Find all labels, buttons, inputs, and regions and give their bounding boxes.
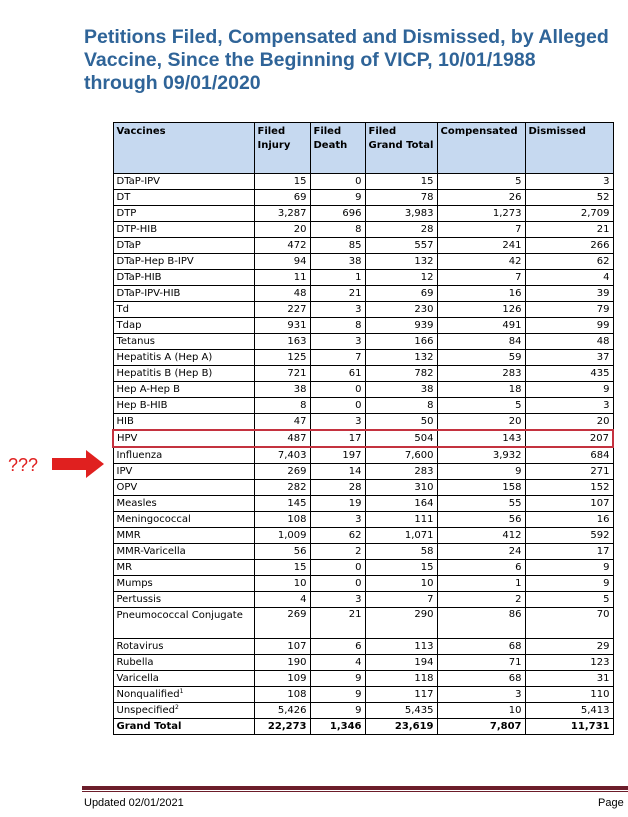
cell-dismissed: 37: [525, 350, 613, 366]
cell-filed-injury: 10: [254, 576, 310, 592]
cell-filed-injury: 8: [254, 398, 310, 414]
cell-compensated: 491: [437, 318, 525, 334]
column-header-dismissed: Dismissed: [525, 123, 613, 174]
cell-filed-death: 62: [310, 528, 365, 544]
cell-compensated: 1: [437, 576, 525, 592]
cell-dismissed: 39: [525, 286, 613, 302]
footnote-marker: 1: [179, 687, 184, 695]
cell-filed-death: 7: [310, 350, 365, 366]
cell-vaccines: IPV: [113, 464, 254, 480]
cell-compensated: 71: [437, 655, 525, 671]
cell-filed-grand-total: 111: [365, 512, 437, 528]
table-row: [113, 286, 613, 302]
cell-vaccines: Varicella: [113, 671, 254, 687]
cell-dismissed: 207: [525, 430, 613, 447]
table-row: [113, 576, 613, 592]
cell-filed-death: 0: [310, 560, 365, 576]
cell-compensated: 26: [437, 190, 525, 206]
cell-filed-injury: 48: [254, 286, 310, 302]
cell-filed-death: 2: [310, 544, 365, 560]
cell-filed-grand-total: 7,600: [365, 447, 437, 464]
cell-vaccines: DTaP-Hep B-IPV: [113, 254, 254, 270]
table-row: [113, 206, 613, 222]
cell-filed-grand-total: 782: [365, 366, 437, 382]
cell-vaccines: Td: [113, 302, 254, 318]
table-row: [113, 414, 613, 431]
cell-vaccines: DTP-HIB: [113, 222, 254, 238]
table-row: [113, 254, 613, 270]
cell-dismissed: 11,731: [525, 719, 613, 735]
cell-filed-death: 21: [310, 286, 365, 302]
annotation-question-marks: ???: [8, 455, 39, 475]
cell-filed-grand-total: 7: [365, 592, 437, 608]
cell-compensated: 9: [437, 464, 525, 480]
cell-vaccines: Meningococcal: [113, 512, 254, 528]
cell-filed-injury: 107: [254, 639, 310, 655]
cell-dismissed: 3: [525, 398, 613, 414]
cell-vaccines: Measles: [113, 496, 254, 512]
cell-vaccines: Rotavirus: [113, 639, 254, 655]
cell-filed-death: 3: [310, 302, 365, 318]
cell-compensated: 283: [437, 366, 525, 382]
cell-filed-grand-total: 78: [365, 190, 437, 206]
cell-dismissed: 31: [525, 671, 613, 687]
cell-filed-death: 0: [310, 382, 365, 398]
cell-filed-injury: 3,287: [254, 206, 310, 222]
cell-vaccines: DTaP-IPV: [113, 174, 254, 190]
table-row: [113, 190, 613, 206]
table-row: [113, 382, 613, 398]
cell-dismissed: 435: [525, 366, 613, 382]
cell-filed-injury: 20: [254, 222, 310, 238]
table-row: [113, 512, 613, 528]
red-arrow-icon: [52, 450, 104, 478]
cell-vaccines: DT: [113, 190, 254, 206]
cell-filed-death: 3: [310, 592, 365, 608]
cell-dismissed: 110: [525, 687, 613, 703]
cell-dismissed: 107: [525, 496, 613, 512]
cell-filed-injury: 108: [254, 687, 310, 703]
table-row: [113, 639, 613, 655]
cell-dismissed: 3: [525, 174, 613, 190]
cell-dismissed: 9: [525, 576, 613, 592]
page-title: Petitions Filed, Compensated and Dismissed, by Alleged Vaccine, Since the Beginning of VICP, 10/01/1988 through 09/01/2020: [84, 26, 609, 94]
cell-vaccines: HPV: [113, 430, 254, 447]
cell-filed-death: 21: [310, 608, 365, 639]
vaccine-name: Nonqualified: [116, 688, 180, 700]
cell-vaccines: Mumps: [113, 576, 254, 592]
cell-compensated: 143: [437, 430, 525, 447]
cell-compensated: 18: [437, 382, 525, 398]
cell-vaccines: MMR-Varicella: [113, 544, 254, 560]
column-header-compensated: Compensated: [437, 123, 525, 174]
cell-filed-injury: 69: [254, 190, 310, 206]
cell-compensated: 55: [437, 496, 525, 512]
cell-filed-injury: 125: [254, 350, 310, 366]
cell-filed-grand-total: 118: [365, 671, 437, 687]
cell-filed-death: 3: [310, 512, 365, 528]
cell-filed-injury: 38: [254, 382, 310, 398]
cell-compensated: 68: [437, 639, 525, 655]
cell-filed-grand-total: 230: [365, 302, 437, 318]
cell-dismissed: 79: [525, 302, 613, 318]
table-row: [113, 703, 613, 719]
cell-filed-grand-total: 3,983: [365, 206, 437, 222]
cell-filed-injury: 1,009: [254, 528, 310, 544]
table-row: [113, 318, 613, 334]
cell-compensated: 158: [437, 480, 525, 496]
cell-filed-grand-total: 38: [365, 382, 437, 398]
vaccine-name: Unspecified: [116, 704, 175, 716]
cell-filed-injury: 94: [254, 254, 310, 270]
table-row: [113, 302, 613, 318]
cell-dismissed: 21: [525, 222, 613, 238]
cell-vaccines: [113, 703, 254, 719]
cell-dismissed: 123: [525, 655, 613, 671]
cell-dismissed: 271: [525, 464, 613, 480]
cell-dismissed: 5: [525, 592, 613, 608]
cell-compensated: 412: [437, 528, 525, 544]
cell-filed-injury: 47: [254, 414, 310, 431]
vicp-table-container: [112, 122, 614, 735]
cell-compensated: 3: [437, 687, 525, 703]
cell-filed-death: 28: [310, 480, 365, 496]
cell-filed-injury: 4: [254, 592, 310, 608]
cell-compensated: 7: [437, 270, 525, 286]
cell-filed-grand-total: 166: [365, 334, 437, 350]
cell-filed-grand-total: 283: [365, 464, 437, 480]
cell-filed-injury: 56: [254, 544, 310, 560]
table-row: [113, 655, 613, 671]
cell-dismissed: 5,413: [525, 703, 613, 719]
cell-filed-injury: 5,426: [254, 703, 310, 719]
cell-dismissed: 17: [525, 544, 613, 560]
table-row: [113, 430, 613, 447]
footer-page-label: Page: [598, 797, 624, 809]
cell-filed-death: 17: [310, 430, 365, 447]
cell-vaccines: DTaP-IPV-HIB: [113, 286, 254, 302]
cell-vaccines: HIB: [113, 414, 254, 431]
cell-filed-injury: 487: [254, 430, 310, 447]
cell-compensated: 10: [437, 703, 525, 719]
cell-filed-grand-total: 939: [365, 318, 437, 334]
cell-filed-grand-total: 504: [365, 430, 437, 447]
table-row: [113, 496, 613, 512]
table-row: [113, 671, 613, 687]
cell-filed-injury: 931: [254, 318, 310, 334]
cell-filed-grand-total: 113: [365, 639, 437, 655]
cell-filed-death: 197: [310, 447, 365, 464]
cell-filed-death: 6: [310, 639, 365, 655]
cell-filed-grand-total: 557: [365, 238, 437, 254]
cell-filed-death: 0: [310, 174, 365, 190]
cell-dismissed: 99: [525, 318, 613, 334]
table-row: [113, 222, 613, 238]
cell-filed-death: 3: [310, 414, 365, 431]
cell-vaccines: Influenza: [113, 447, 254, 464]
table-row: [113, 398, 613, 414]
cell-compensated: 84: [437, 334, 525, 350]
cell-filed-injury: 190: [254, 655, 310, 671]
cell-dismissed: 684: [525, 447, 613, 464]
table-row: [113, 334, 613, 350]
cell-dismissed: 16: [525, 512, 613, 528]
cell-compensated: 126: [437, 302, 525, 318]
cell-filed-death: 9: [310, 703, 365, 719]
cell-vaccines: Pneumococcal Conjugate: [113, 608, 254, 639]
cell-vaccines: Hep B-HIB: [113, 398, 254, 414]
cell-filed-grand-total: 164: [365, 496, 437, 512]
cell-vaccines: OPV: [113, 480, 254, 496]
cell-compensated: 68: [437, 671, 525, 687]
table-row: [113, 270, 613, 286]
cell-vaccines: Rubella: [113, 655, 254, 671]
cell-compensated: 59: [437, 350, 525, 366]
cell-filed-death: 8: [310, 318, 365, 334]
cell-compensated: 24: [437, 544, 525, 560]
cell-vaccines: MR: [113, 560, 254, 576]
column-header-vaccines: Vaccines: [113, 123, 254, 174]
cell-filed-grand-total: 69: [365, 286, 437, 302]
cell-filed-injury: 472: [254, 238, 310, 254]
cell-filed-death: 0: [310, 576, 365, 592]
footer-rule-thin: [82, 791, 628, 792]
cell-filed-grand-total: 50: [365, 414, 437, 431]
cell-dismissed: 4: [525, 270, 613, 286]
cell-filed-injury: 269: [254, 608, 310, 639]
cell-filed-injury: 108: [254, 512, 310, 528]
table-row: [113, 544, 613, 560]
cell-filed-grand-total: 12: [365, 270, 437, 286]
column-header-filed-death: Filed Death: [310, 123, 365, 174]
cell-dismissed: 20: [525, 414, 613, 431]
footer-updated-date: Updated 02/01/2021: [84, 797, 184, 809]
cell-dismissed: 266: [525, 238, 613, 254]
cell-filed-injury: 145: [254, 496, 310, 512]
cell-compensated: 241: [437, 238, 525, 254]
table-header-row: [113, 123, 613, 174]
cell-filed-grand-total: 28: [365, 222, 437, 238]
table-row: [113, 238, 613, 254]
table-row: [113, 174, 613, 190]
cell-filed-injury: 721: [254, 366, 310, 382]
table-row: [113, 366, 613, 382]
cell-vaccines: Hepatitis A (Hep A): [113, 350, 254, 366]
cell-filed-death: 4: [310, 655, 365, 671]
cell-filed-injury: 15: [254, 174, 310, 190]
cell-vaccines: DTaP-HIB: [113, 270, 254, 286]
cell-filed-death: 9: [310, 671, 365, 687]
cell-filed-injury: 163: [254, 334, 310, 350]
vicp-petitions-table: [112, 122, 614, 735]
cell-vaccines: DTP: [113, 206, 254, 222]
cell-compensated: 16: [437, 286, 525, 302]
cell-vaccines: [113, 687, 254, 703]
table-row: [113, 687, 613, 703]
column-header-filed-injury: Filed Injury: [254, 123, 310, 174]
cell-filed-death: 9: [310, 190, 365, 206]
cell-filed-grand-total: 290: [365, 608, 437, 639]
cell-dismissed: 29: [525, 639, 613, 655]
cell-filed-death: 1: [310, 270, 365, 286]
table-row: [113, 480, 613, 496]
cell-compensated: 20: [437, 414, 525, 431]
footnote-marker: 2: [174, 703, 179, 711]
cell-filed-injury: 282: [254, 480, 310, 496]
table-body: [113, 174, 613, 735]
cell-filed-grand-total: 15: [365, 560, 437, 576]
table-row: [113, 528, 613, 544]
cell-compensated: 42: [437, 254, 525, 270]
cell-filed-death: 696: [310, 206, 365, 222]
cell-filed-death: 85: [310, 238, 365, 254]
cell-filed-death: 8: [310, 222, 365, 238]
cell-filed-death: 38: [310, 254, 365, 270]
table-row: [113, 608, 613, 639]
footer-rule: [82, 786, 628, 790]
cell-filed-injury: 7,403: [254, 447, 310, 464]
table-row: [113, 447, 613, 464]
table-row: [113, 464, 613, 480]
cell-vaccines: MMR: [113, 528, 254, 544]
cell-filed-grand-total: 132: [365, 254, 437, 270]
cell-vaccines: DTaP: [113, 238, 254, 254]
cell-filed-grand-total: 58: [365, 544, 437, 560]
cell-vaccines: Pertussis: [113, 592, 254, 608]
cell-filed-grand-total: 10: [365, 576, 437, 592]
cell-filed-death: 61: [310, 366, 365, 382]
grand-total-row: [113, 719, 613, 735]
cell-filed-grand-total: 1,071: [365, 528, 437, 544]
cell-compensated: 1,273: [437, 206, 525, 222]
cell-filed-grand-total: 23,619: [365, 719, 437, 735]
cell-compensated: 5: [437, 174, 525, 190]
column-header-filed-grand-total: Filed Grand Total: [365, 123, 437, 174]
cell-filed-injury: 11: [254, 270, 310, 286]
cell-filed-death: 3: [310, 334, 365, 350]
cell-filed-injury: 22,273: [254, 719, 310, 735]
cell-filed-death: 1,346: [310, 719, 365, 735]
cell-filed-injury: 109: [254, 671, 310, 687]
cell-filed-injury: 227: [254, 302, 310, 318]
cell-compensated: 86: [437, 608, 525, 639]
cell-compensated: 7,807: [437, 719, 525, 735]
cell-dismissed: 9: [525, 382, 613, 398]
cell-filed-death: 19: [310, 496, 365, 512]
cell-dismissed: 592: [525, 528, 613, 544]
cell-filed-grand-total: 310: [365, 480, 437, 496]
cell-dismissed: 70: [525, 608, 613, 639]
cell-filed-grand-total: 194: [365, 655, 437, 671]
table-row: [113, 560, 613, 576]
cell-compensated: 5: [437, 398, 525, 414]
table-row: [113, 350, 613, 366]
cell-dismissed: 152: [525, 480, 613, 496]
cell-compensated: 56: [437, 512, 525, 528]
cell-dismissed: 9: [525, 560, 613, 576]
cell-compensated: 6: [437, 560, 525, 576]
cell-filed-grand-total: 132: [365, 350, 437, 366]
cell-filed-death: 0: [310, 398, 365, 414]
cell-filed-death: 14: [310, 464, 365, 480]
cell-filed-death: 9: [310, 687, 365, 703]
cell-dismissed: 52: [525, 190, 613, 206]
cell-vaccines: Tetanus: [113, 334, 254, 350]
cell-filed-grand-total: 5,435: [365, 703, 437, 719]
cell-filed-injury: 15: [254, 560, 310, 576]
table-row: [113, 592, 613, 608]
cell-compensated: 3,932: [437, 447, 525, 464]
cell-vaccines: Grand Total: [113, 719, 254, 735]
cell-compensated: 7: [437, 222, 525, 238]
cell-compensated: 2: [437, 592, 525, 608]
cell-filed-grand-total: 8: [365, 398, 437, 414]
cell-dismissed: 2,709: [525, 206, 613, 222]
cell-dismissed: 48: [525, 334, 613, 350]
cell-dismissed: 62: [525, 254, 613, 270]
cell-vaccines: Hepatitis B (Hep B): [113, 366, 254, 382]
cell-vaccines: Hep A-Hep B: [113, 382, 254, 398]
cell-filed-injury: 269: [254, 464, 310, 480]
cell-filed-grand-total: 117: [365, 687, 437, 703]
cell-filed-grand-total: 15: [365, 174, 437, 190]
cell-vaccines: Tdap: [113, 318, 254, 334]
